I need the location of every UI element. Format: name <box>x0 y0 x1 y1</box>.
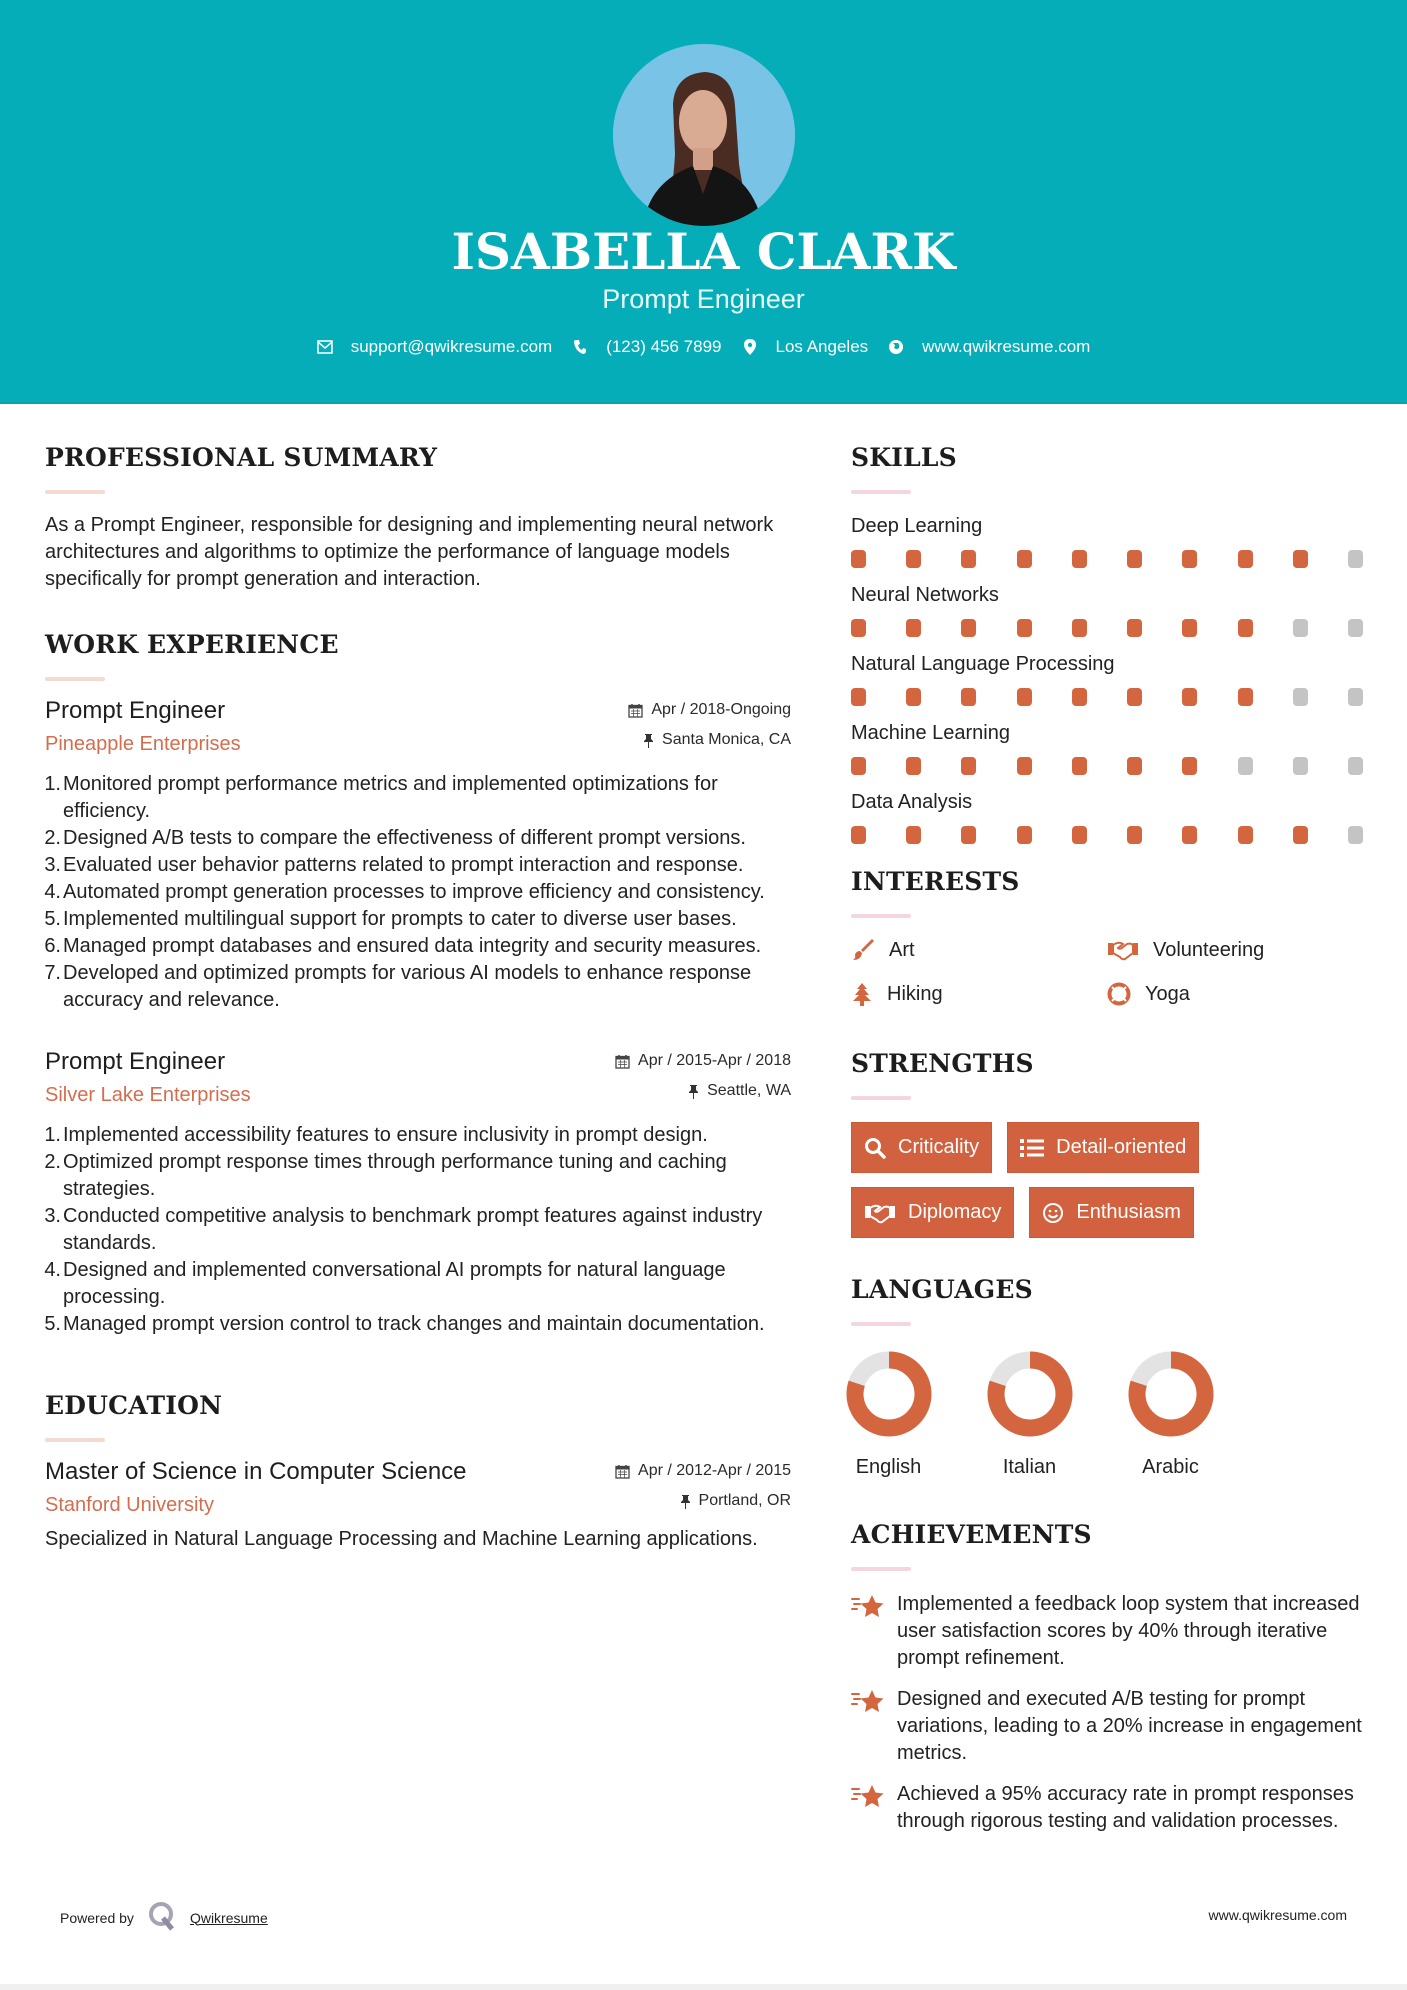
skill-rating <box>851 757 1363 775</box>
contact-phone[interactable] <box>572 337 721 357</box>
paintbrush-icon <box>851 938 875 962</box>
skill-row <box>851 512 1371 568</box>
section-divider <box>851 1096 911 1100</box>
rating-dot-filled <box>851 688 866 706</box>
calendar-icon <box>615 1464 630 1479</box>
job-company: Pineapple Enterprises <box>45 733 241 755</box>
rating-dot-filled <box>1072 550 1087 568</box>
phone-icon <box>572 339 588 355</box>
school-name: Stanford University <box>45 1494 214 1516</box>
achievement-item <box>851 1686 1371 1767</box>
rating-dot-filled <box>1127 688 1142 706</box>
section-title: WORK EXPERIENCE <box>45 630 339 659</box>
job-title: Prompt Engineer <box>45 1048 226 1075</box>
section-divider <box>851 1322 911 1326</box>
strength-chip: Criticality <box>851 1122 992 1173</box>
summary-section <box>45 440 791 593</box>
rating-dot-empty <box>1238 757 1253 775</box>
rating-dot-filled <box>851 619 866 637</box>
rating-dot-filled <box>1238 826 1253 844</box>
envelope-icon <box>317 339 333 355</box>
education-location-text: Portland, OR <box>698 1492 791 1509</box>
qwikresume-link[interactable]: Qwikresume <box>189 1909 268 1926</box>
achievement-text: Designed and executed A/B testing for prompt variations, leading to a 20% increase in engagement metrics. <box>897 1688 1362 1764</box>
calendar-icon <box>615 1054 630 1069</box>
rating-dot-filled <box>1127 757 1142 775</box>
powered-by <box>60 1901 268 1934</box>
skill-rating <box>851 826 1363 844</box>
achievement-item <box>851 1591 1371 1672</box>
education-dates <box>615 1456 791 1486</box>
job-location <box>615 1076 791 1106</box>
contact-bar <box>0 337 1407 357</box>
rating-dot-filled <box>1127 826 1142 844</box>
rating-dot-filled <box>1238 619 1253 637</box>
rating-dot-empty <box>1348 757 1363 775</box>
language-donut-chart <box>986 1350 1074 1438</box>
interest-volunteering: Volunteering <box>1107 936 1363 964</box>
rating-dot-filled <box>1072 757 1087 775</box>
rating-dot-filled <box>851 550 866 568</box>
job-dates-text: Apr / 2018-Ongoing <box>651 701 791 718</box>
rating-dot-empty <box>1293 688 1308 706</box>
skill-row <box>851 650 1371 706</box>
achievement-item <box>851 1781 1371 1835</box>
contact-email-text: support@qwikresume.com <box>350 337 553 356</box>
contact-phone-text: (123) 456 7899 <box>606 337 722 356</box>
search-icon <box>864 1137 886 1159</box>
list-item: 7. Developed and optimized prompts for various AI models to enhance response accuracy and relevance. <box>44 962 752 1011</box>
rating-dot-empty <box>1348 688 1363 706</box>
rating-dot-filled <box>1182 757 1197 775</box>
language-label: Arabic <box>1142 1456 1199 1478</box>
section-divider <box>851 1567 911 1571</box>
rating-dot-filled <box>851 826 866 844</box>
rating-dot-filled <box>1017 550 1032 568</box>
calendar-icon <box>628 703 643 718</box>
handshake-icon <box>864 1202 896 1224</box>
section-divider <box>851 490 911 494</box>
job-entry <box>45 695 791 1014</box>
achievement-text: Achieved a 95% accuracy rate in prompt responses through rigorous testing and validation processes. <box>897 1783 1354 1832</box>
achievement-text: Implemented a feedback loop system that increased user satisfaction scores by 40% through iterative prompt refinement. <box>897 1593 1360 1669</box>
skills-section <box>851 440 1371 844</box>
summary-text: As a Prompt Engineer, responsible for designing and implementing neural network architectures and algorithms to optimize the performance of language models specifically for prompt generation and interaction. <box>45 514 774 590</box>
rating-dot-filled <box>961 688 976 706</box>
skill-label: Neural Networks <box>851 584 999 606</box>
rating-dot-filled <box>1072 688 1087 706</box>
candidate-role: Prompt Engineer <box>602 284 805 314</box>
language-item <box>1085 1350 1256 1479</box>
rating-dot-filled <box>1017 619 1032 637</box>
interest-yoga: Yoga <box>1107 980 1363 1008</box>
rating-dot-filled <box>1182 826 1197 844</box>
achievements-section <box>851 1517 1371 1835</box>
qwikresume-logo-icon <box>148 1901 176 1934</box>
interest-art: Art <box>851 936 1107 964</box>
section-title: EDUCATION <box>45 1391 223 1420</box>
rating-dot-filled <box>1072 619 1087 637</box>
list-item: 6. Managed prompt databases and ensured data integrity and security measures. <box>44 935 762 957</box>
education-dates-text: Apr / 2012-Apr / 2015 <box>638 1462 791 1479</box>
rating-dot-filled <box>961 826 976 844</box>
language-label: Italian <box>1002 1456 1057 1478</box>
profile-photo <box>613 44 795 226</box>
list-item: 5. Implemented multilingual support for prompts to cater to diverse user bases. <box>44 908 737 930</box>
strengths-section <box>851 1046 1371 1238</box>
interest-hiking: Hiking <box>851 980 1107 1008</box>
shooting-star-icon <box>851 1593 885 1621</box>
powered-by-label: Powered by <box>60 1909 134 1926</box>
list-item: 3. Evaluated user behavior patterns related to prompt interaction and response. <box>44 854 744 876</box>
section-divider <box>851 914 911 918</box>
skill-rating <box>851 688 1363 706</box>
rating-dot-filled <box>1182 619 1197 637</box>
contact-website-text: www.qwikresume.com <box>922 337 1091 356</box>
section-divider <box>45 677 105 681</box>
shooting-star-icon <box>851 1783 885 1811</box>
rating-dot-filled <box>906 826 921 844</box>
job-bullets <box>45 771 791 1014</box>
rating-dot-filled <box>906 619 921 637</box>
rating-dot-filled <box>1127 550 1142 568</box>
rating-dot-filled <box>1182 550 1197 568</box>
tree-icon <box>851 982 873 1006</box>
rating-dot-filled <box>851 757 866 775</box>
rating-dot-filled <box>906 688 921 706</box>
education-section <box>45 1388 791 1553</box>
smile-icon <box>1042 1202 1064 1224</box>
job-location-text: Seattle, WA <box>707 1082 791 1099</box>
rating-dot-filled <box>906 550 921 568</box>
rating-dot-filled <box>1072 826 1087 844</box>
languages-section <box>851 1272 1371 1479</box>
left-column <box>45 440 791 1553</box>
rating-dot-empty <box>1348 550 1363 568</box>
list-item: 1. Monitored prompt performance metrics and implemented optimizations for efficiency. <box>44 773 718 822</box>
skill-label: Machine Learning <box>851 722 1010 744</box>
job-dates <box>628 695 791 725</box>
section-title: PROFESSIONAL SUMMARY <box>45 443 438 472</box>
rating-dot-filled <box>1017 826 1032 844</box>
map-pin-icon <box>742 339 758 355</box>
job-entry <box>45 1046 791 1338</box>
language-label: English <box>855 1456 922 1478</box>
section-divider <box>45 490 105 494</box>
rating-dot-filled <box>1017 688 1032 706</box>
rating-dot-filled <box>961 550 976 568</box>
list-item: 2. Optimized prompt response times through performance tuning and caching strategies. <box>44 1151 727 1200</box>
rating-dot-empty <box>1293 757 1308 775</box>
strength-chip: Enthusiasm <box>1029 1187 1194 1238</box>
list-item: 3. Conducted competitive analysis to benchmark prompt features against industry standards. <box>44 1205 763 1254</box>
rating-dot-filled <box>1238 688 1253 706</box>
section-title: LANGUAGES <box>851 1275 1033 1304</box>
list-item: 1. Implemented accessibility features to ensure inclusivity in prompt design. <box>44 1124 708 1146</box>
page-bottom-edge <box>0 1984 1407 1990</box>
rating-dot-filled <box>906 757 921 775</box>
skill-label: Natural Language Processing <box>851 653 1115 675</box>
rating-dot-empty <box>1348 619 1363 637</box>
skill-row <box>851 581 1371 637</box>
list-item: 5. Managed prompt version control to track changes and maintain documentation. <box>44 1313 765 1335</box>
job-company: Silver Lake Enterprises <box>45 1084 251 1106</box>
rating-dot-filled <box>1017 757 1032 775</box>
footer-url[interactable]: www.qwikresume.com <box>1208 1907 1347 1923</box>
skill-label: Data Analysis <box>851 791 973 813</box>
handshake-icon <box>1107 939 1139 961</box>
list-item: 4. Designed and implemented conversational AI prompts for natural language processing. <box>44 1259 726 1308</box>
rating-dot-filled <box>1127 619 1142 637</box>
experience-section <box>45 627 791 1338</box>
job-location <box>628 725 791 755</box>
pushpin-icon <box>688 1084 699 1099</box>
candidate-name: ISABELLA CLARK <box>451 222 956 281</box>
strength-chip: Detail-oriented <box>1007 1122 1199 1173</box>
section-title: SKILLS <box>851 443 957 472</box>
rating-dot-filled <box>1182 688 1197 706</box>
education-description: Specialized in Natural Language Processing and Machine Learning applications. <box>45 1528 758 1550</box>
language-donut-chart <box>845 1350 933 1438</box>
resume-header <box>0 0 1407 404</box>
rating-dot-filled <box>1293 826 1308 844</box>
job-dates <box>615 1046 791 1076</box>
section-title: INTERESTS <box>851 867 1020 896</box>
strength-chip: Diplomacy <box>851 1187 1014 1238</box>
contact-location <box>742 337 869 357</box>
rating-dot-filled <box>961 619 976 637</box>
pushpin-icon <box>643 733 654 748</box>
section-divider <box>45 1438 105 1442</box>
skill-rating <box>851 550 1363 568</box>
rating-dot-filled <box>1293 550 1308 568</box>
list-item: 2. Designed A/B tests to compare the effectiveness of different prompt versions. <box>44 827 746 849</box>
degree-title: Master of Science in Computer Science <box>45 1458 467 1485</box>
rating-dot-empty <box>1348 826 1363 844</box>
education-location <box>615 1486 791 1516</box>
skill-label: Deep Learning <box>851 515 983 537</box>
shooting-star-icon <box>851 1688 885 1716</box>
skill-row <box>851 719 1371 775</box>
interests-section <box>851 864 1371 1008</box>
footer <box>0 1895 1407 1935</box>
contact-website[interactable] <box>888 337 1090 357</box>
rating-dot-filled <box>961 757 976 775</box>
rating-dot-empty <box>1293 619 1308 637</box>
section-title: ACHIEVEMENTS <box>851 1520 1092 1549</box>
globe-icon <box>888 339 904 355</box>
life-ring-icon <box>1107 982 1131 1006</box>
right-column <box>851 440 1371 1849</box>
list-icon <box>1020 1138 1044 1158</box>
skill-row <box>851 788 1371 844</box>
skill-rating <box>851 619 1363 637</box>
job-location-text: Santa Monica, CA <box>662 731 791 748</box>
pushpin-icon <box>680 1494 691 1509</box>
list-item: 4. Automated prompt generation processes to improve efficiency and consistency. <box>44 881 765 903</box>
contact-location-text: Los Angeles <box>775 337 869 356</box>
job-title: Prompt Engineer <box>45 697 226 724</box>
language-donut-chart <box>1127 1350 1215 1438</box>
section-title: STRENGTHS <box>851 1049 1034 1078</box>
contact-email[interactable] <box>317 337 553 357</box>
job-bullets <box>45 1122 791 1338</box>
rating-dot-filled <box>1238 550 1253 568</box>
job-dates-text: Apr / 2015-Apr / 2018 <box>638 1052 791 1069</box>
